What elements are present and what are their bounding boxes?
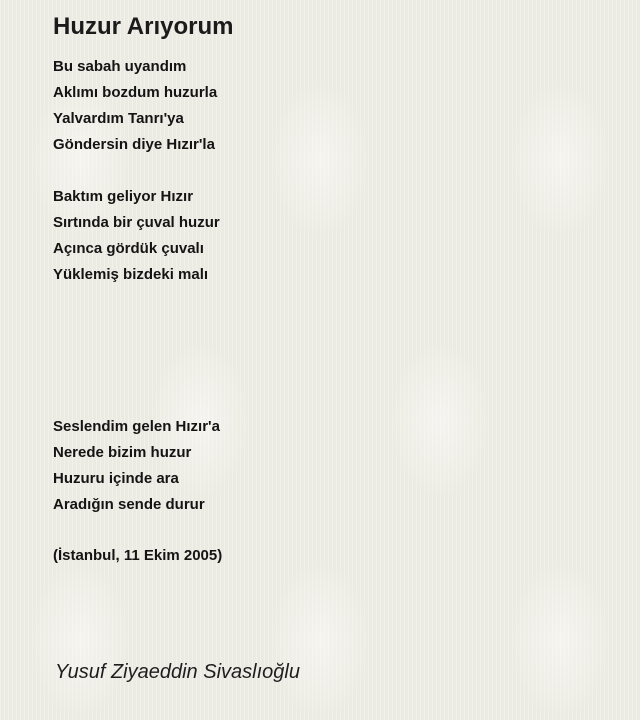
poem-line: Göndersin diye Hızır'la xyxy=(53,136,215,153)
poem-line: Aklımı bozdum huzurla xyxy=(53,84,218,101)
poem-line: Yalvardım Tanrı'ya xyxy=(53,110,184,127)
poem-line: Baktım geliyor Hızır xyxy=(53,188,194,205)
poem-line: Bu sabah uyandım xyxy=(53,58,187,75)
poem-line: Açınca gördük çuvalı xyxy=(53,240,204,257)
poem-line: Seslendim gelen Hızır'a xyxy=(53,418,220,435)
poem-line: Huzuru içinde ara xyxy=(53,470,179,487)
poem-stanza-1 xyxy=(53,54,217,158)
poem-date-note: (İstanbul, 11 Ekim 2005) xyxy=(53,547,223,564)
poem-line: Yüklemiş bizdeki malı xyxy=(53,266,209,283)
poem-line: Aradığın sende durur xyxy=(53,496,205,513)
poem-stanza-3 xyxy=(53,414,220,518)
poem-author: Yusuf Ziyaeddin Sivaslıoğlu xyxy=(55,661,300,683)
poem-title: Huzur Arıyorum xyxy=(53,13,234,40)
poem-stanza-2 xyxy=(53,184,220,288)
poem-line: Nerede bizim huzur xyxy=(53,444,192,461)
poem-line: Sırtında bir çuval huzur xyxy=(53,214,220,231)
